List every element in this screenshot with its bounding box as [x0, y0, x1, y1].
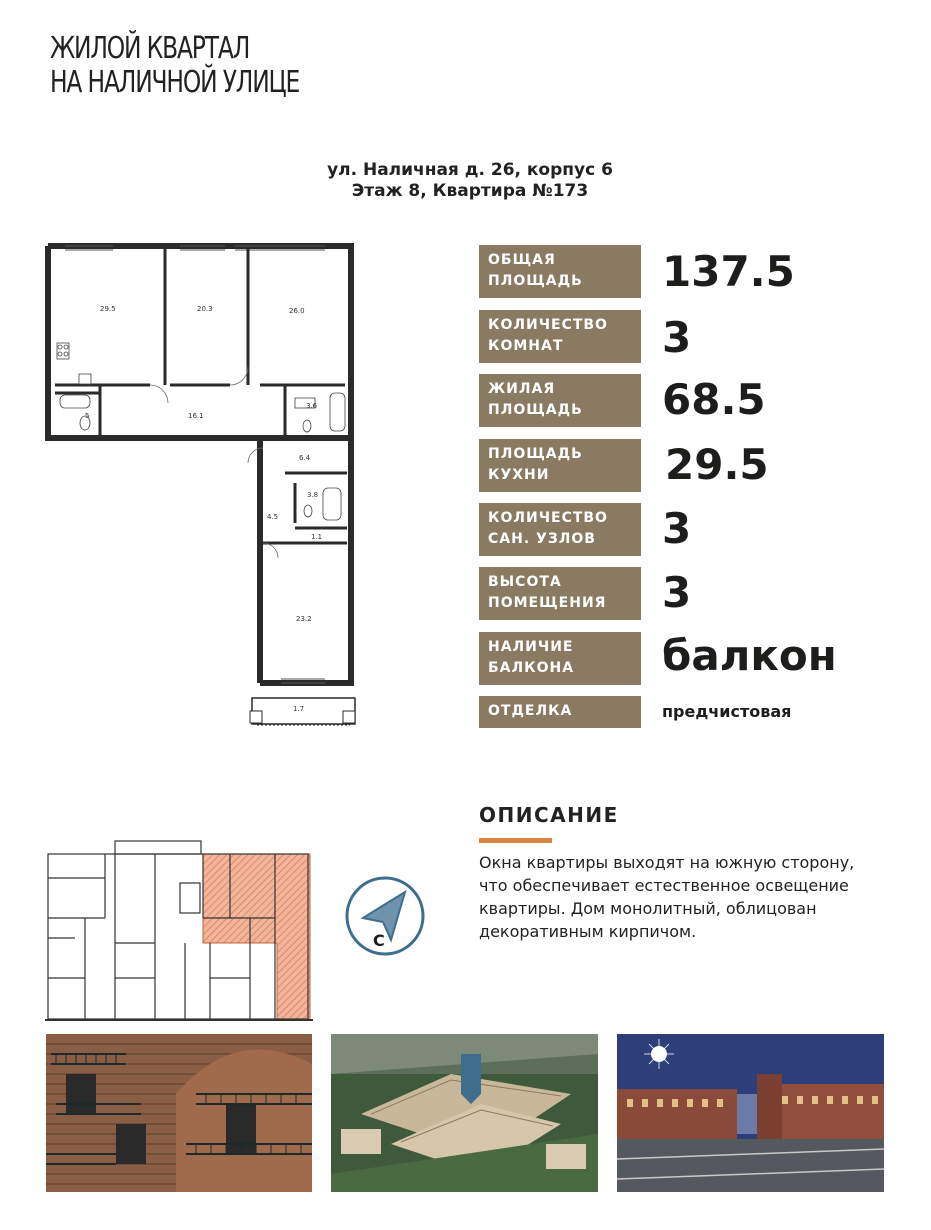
- spec-label-total-area: ОБЩАЯ ПЛОЩАДЬ: [479, 245, 641, 298]
- address-block: [290, 160, 650, 202]
- room-area: 5: [85, 412, 90, 420]
- address-line-1: ул. Наличная д. 26, корпус 6: [327, 160, 613, 180]
- spec-label-ceiling-height: ВЫСОТА ПОМЕЩЕНИЯ: [479, 567, 641, 620]
- spec-label-balcony: НАЛИЧИЕ БАЛКОНА: [479, 632, 641, 685]
- description-accent-bar: [479, 838, 552, 843]
- title-line-1: ЖИЛОЙ КВАРТАЛ: [50, 31, 250, 66]
- spec-value-kitchen-area: 29.5: [665, 440, 769, 489]
- spec-value-living-area: 68.5: [662, 375, 766, 424]
- room-area: 20.3: [197, 305, 213, 313]
- room-area: 1.1: [311, 533, 323, 541]
- spec-value-ceiling-height: 3: [662, 568, 692, 617]
- spec-value-bathrooms: 3: [662, 504, 692, 553]
- spec-label-rooms: КОЛИЧЕСТВО КОМНАТ: [479, 310, 641, 363]
- photo-facade-balconies: [46, 1034, 312, 1192]
- compass-icon: [343, 874, 427, 958]
- floor-key-plan: [45, 838, 313, 1026]
- room-area: 23.2: [296, 615, 312, 623]
- room-area: 3.8: [307, 491, 319, 499]
- title-line-2: НА НАЛИЧНОЙ УЛИЦЕ: [50, 65, 300, 100]
- spec-value-finishing: предчистовая: [662, 702, 792, 721]
- room-area: 3.6: [306, 402, 318, 410]
- room-area: 1.7: [293, 705, 305, 713]
- photo-aerial-render: [331, 1034, 598, 1192]
- room-area: 4.5: [267, 513, 279, 521]
- room-area: 6.4: [299, 454, 311, 462]
- page-title: [50, 32, 299, 100]
- room-area: 29.5: [100, 305, 116, 313]
- compass-letter: С: [373, 931, 385, 950]
- spec-label-kitchen-area: ПЛОЩАДЬ КУХНИ: [479, 439, 641, 492]
- room-area: 16.1: [188, 412, 204, 420]
- highlighted-apartment: [203, 854, 310, 1020]
- spec-label-living-area: ЖИЛАЯ ПЛОЩАДЬ: [479, 374, 641, 427]
- spec-value-total-area: 137.5: [662, 247, 795, 296]
- address-line-2: Этаж 8, Квартира №173: [351, 181, 589, 201]
- photo-street-view: [617, 1034, 884, 1192]
- spec-value-rooms: 3: [662, 313, 692, 362]
- room-area: 26.0: [289, 307, 305, 315]
- spec-label-finishing: ОТДЕЛКА: [479, 696, 641, 728]
- description-text: Окна квартиры выходят на южную сторону, что обеспечивает естественное освещение квартиры. Дом монолитный, облицован декоративным кирпичом.: [479, 853, 855, 941]
- description-title: ОПИСАНИЕ: [479, 803, 619, 827]
- floor-plan: [45, 243, 360, 733]
- spec-label-bathrooms: КОЛИЧЕСТВО САН. УЗЛОВ: [479, 503, 641, 556]
- spec-value-balcony: балкон: [662, 631, 837, 680]
